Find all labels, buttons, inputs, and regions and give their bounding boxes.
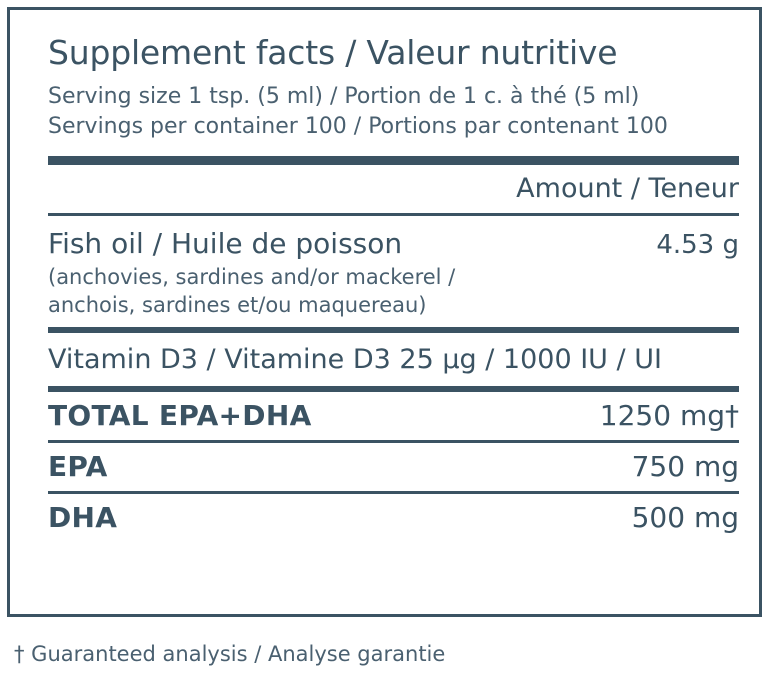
vitamin-d3-row: [48, 333, 739, 386]
fish-oil-amount: 4.53 g: [656, 230, 739, 260]
servings-per-container-text: Servings per container 100 / Portions par contenant 100: [48, 114, 668, 139]
total-epa-dha-value: 1250 mg†: [599, 399, 739, 432]
footnote: † Guaranteed analysis / Analyse garantie: [14, 642, 446, 666]
amount-header-label: Amount / Teneur: [516, 173, 739, 204]
page-title: Supplement facts / Valeur nutritive: [48, 33, 618, 72]
table-row: [48, 494, 739, 542]
label-content: [48, 32, 739, 542]
epa-label: EPA: [48, 450, 108, 483]
dha-value: 500 mg: [631, 501, 739, 534]
supplement-facts-panel: [7, 7, 762, 617]
vitamin-d3-text: Vitamin D3 / Vitamine D3 25 µg / 1000 IU / UI: [48, 344, 662, 375]
divider-top-thick: [48, 156, 739, 165]
fish-oil-main-line: [48, 226, 739, 263]
total-epa-dha-label: TOTAL EPA+DHA: [48, 399, 312, 432]
fish-oil-source-line-1: (anchovies, sardines and/or mackerel /: [48, 265, 456, 289]
fish-oil-name: Fish oil / Huile de poisson: [48, 227, 403, 260]
fish-oil-row: [48, 216, 739, 327]
amount-header-row: [48, 165, 739, 213]
dha-label: DHA: [48, 501, 118, 534]
table-row: [48, 443, 739, 491]
epa-value: 750 mg: [631, 450, 739, 483]
table-row: [48, 392, 739, 440]
serving-size-text: Serving size 1 tsp. (5 ml) / Portion de 1 c. à thé (5 ml): [48, 84, 640, 109]
fish-oil-source-line-2: anchois, sardines et/ou maquereau): [48, 293, 427, 317]
